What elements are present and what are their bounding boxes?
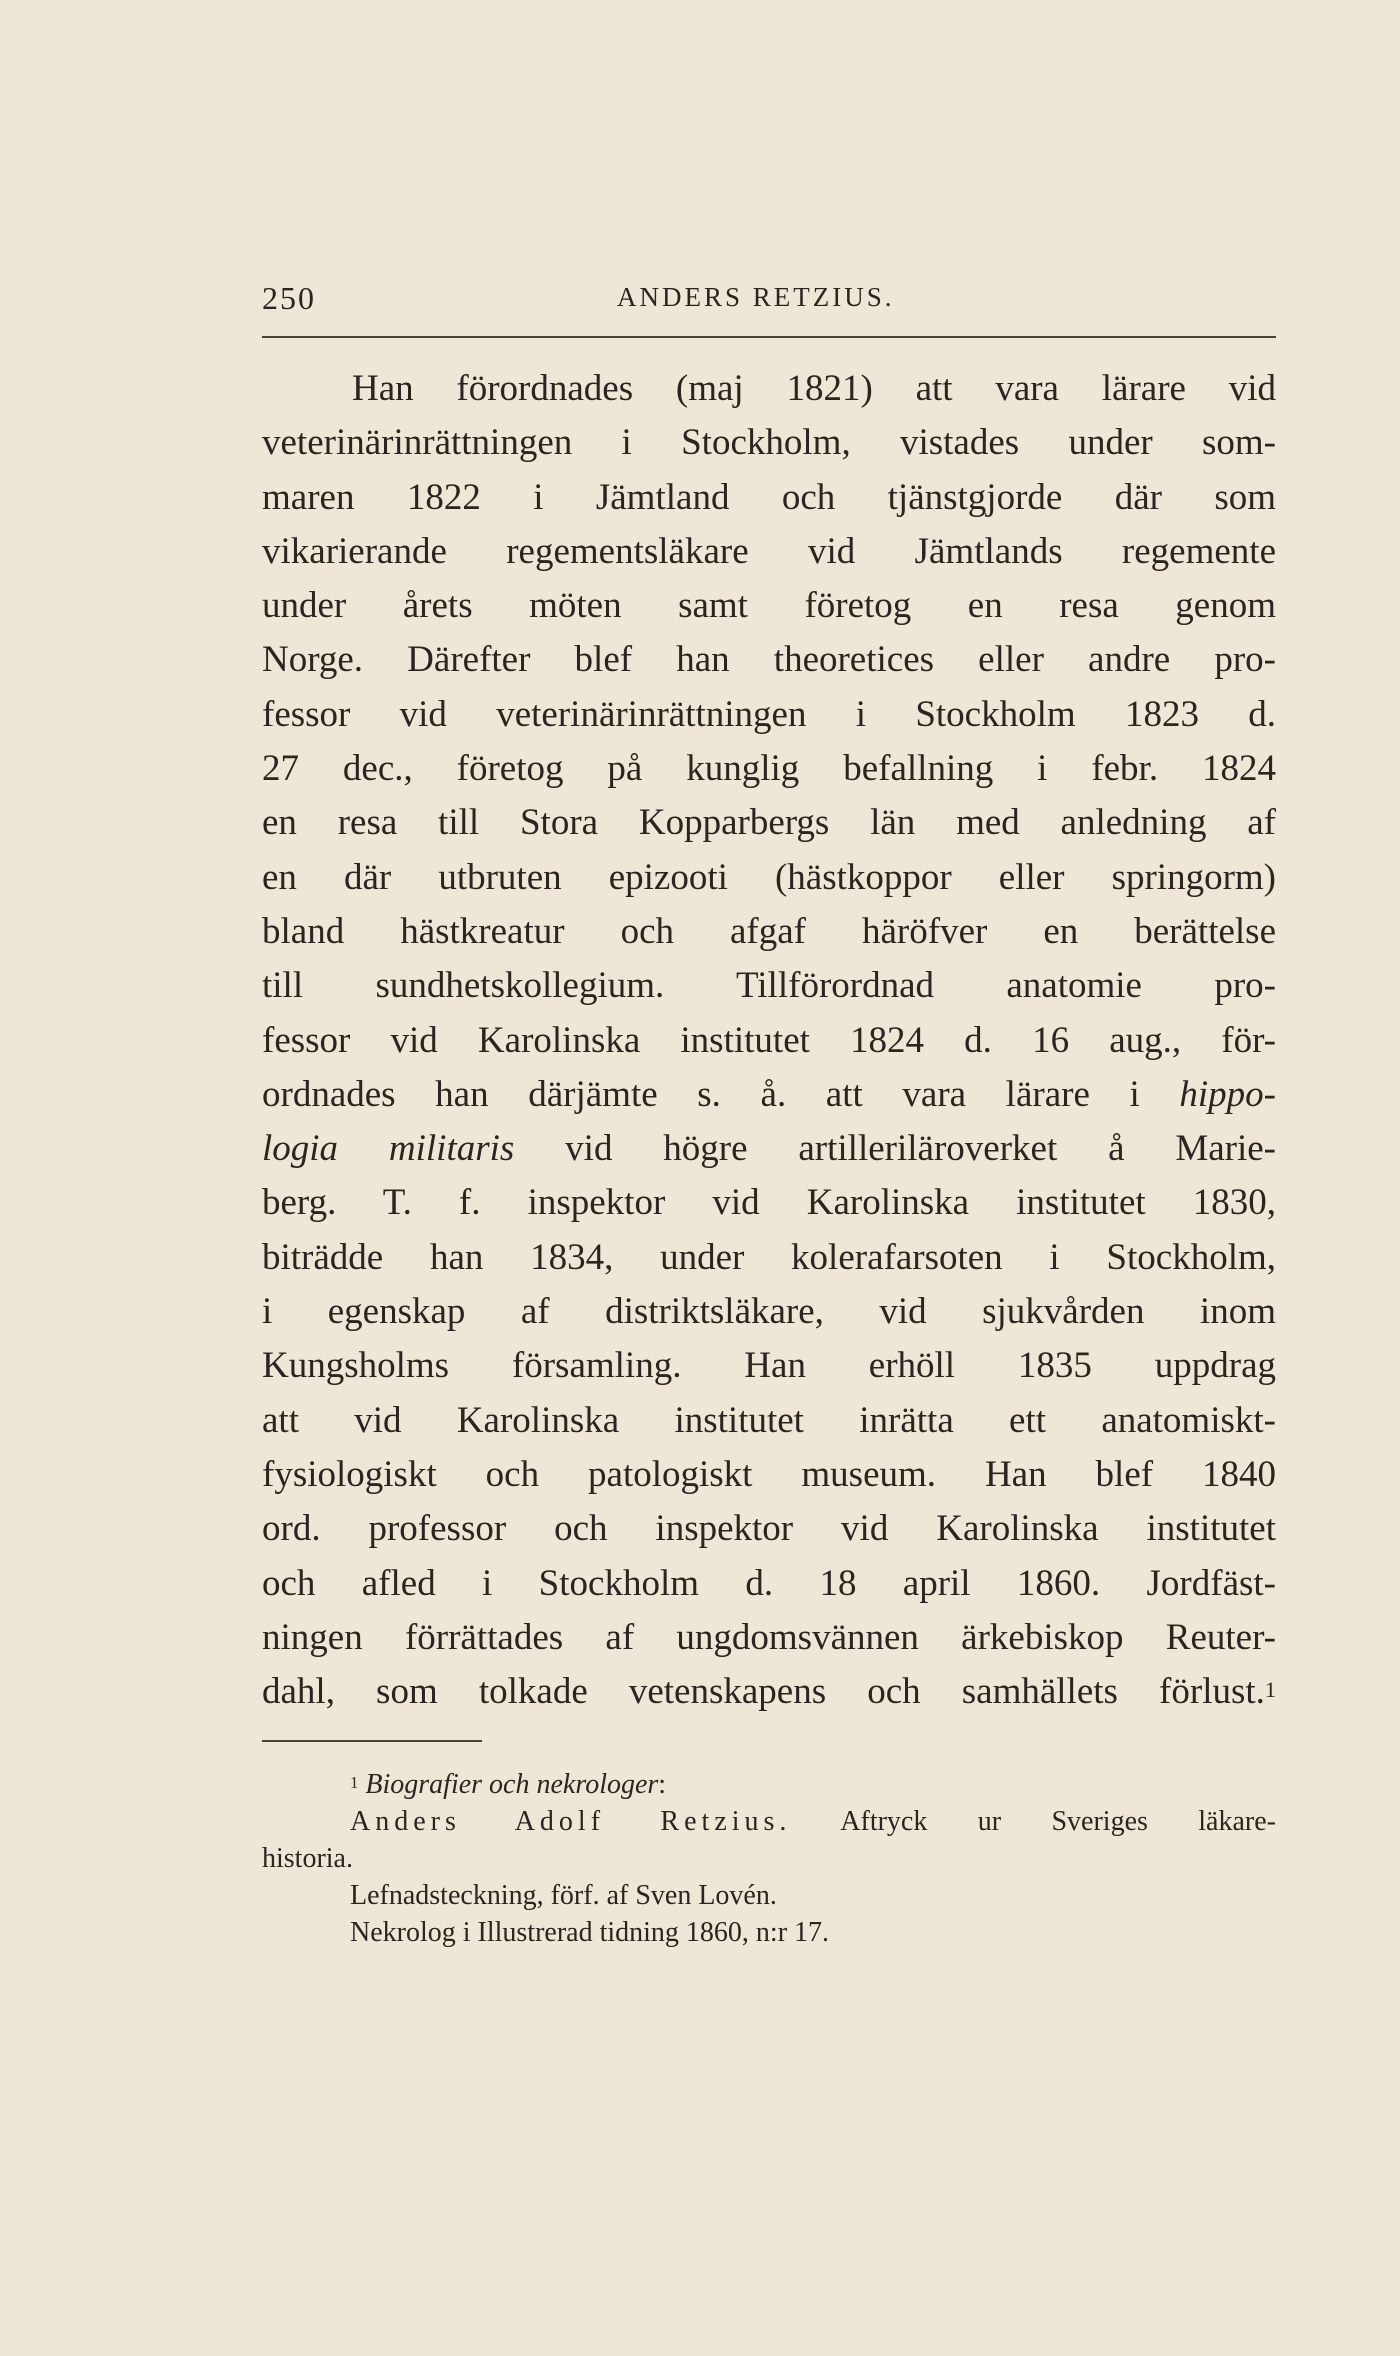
body-line: fessor vid Karolinska institutet 1824 d. 16 aug., för- xyxy=(262,1019,1276,1061)
body-line: fysiologiskt och patologiskt museum. Han blef 1840 xyxy=(262,1453,1276,1495)
body-line-with-italic xyxy=(262,1122,1276,1176)
italic-term: hippo- xyxy=(1179,1073,1276,1115)
body-line: 27 dec., företog på kunglig befallning i febr. 1824 xyxy=(262,748,1276,790)
footnotes xyxy=(262,1766,1276,1951)
body-line: till sundhetskollegium. Tillförordnad anatomie pro- xyxy=(262,965,1276,1007)
header-rule xyxy=(262,336,1276,338)
page-number: 250 xyxy=(262,280,316,316)
footnote-title-colon: : xyxy=(658,1769,667,1800)
body-line: berg. T. f. inspektor vid Karolinska institutet 1830, xyxy=(262,1182,1276,1224)
body-line: och afled i Stockholm d. 18 april 1860. Jordfäst- xyxy=(262,1562,1276,1604)
body-line-segment: ordnades han därjämte s. å. att vara lärare i xyxy=(262,1073,1180,1115)
body-line: fessor vid veterinärinrättningen i Stockholm 1823 d. xyxy=(262,693,1276,735)
body-line: under årets möten samt företog en resa genom xyxy=(262,585,1276,627)
body-line: Kungsholms församling. Han erhöll 1835 uppdrag xyxy=(262,1345,1276,1387)
body-line: en resa till Stora Kopparbergs län med anledning af xyxy=(262,802,1276,844)
body-line-segment: dahl, som tolkade vetenskapens och samhällets förlust. xyxy=(262,1671,1265,1713)
body-line-segment: vid högre artilleriläroverket å Marie- xyxy=(565,1128,1277,1170)
footnote-author: Anders Adolf Retzius. xyxy=(350,1806,792,1837)
footnote-entry-continuation: historia. xyxy=(262,1843,353,1874)
body-line: en där utbruten epizooti (hästkoppor eller springorm) xyxy=(262,856,1276,898)
footnote-title: Biografier och nekrologer xyxy=(365,1769,659,1800)
footnote-marker: 1 xyxy=(350,1773,359,1792)
page-header xyxy=(262,280,1276,320)
body-line: Norge. Därefter blef han theoretices eller andre pro- xyxy=(262,639,1276,681)
body-line: maren 1822 i Jämtland och tjänstgjorde där som xyxy=(262,476,1276,518)
footnote-entry xyxy=(262,1803,1276,1840)
body-line: biträdde han 1834, under kolerafarsoten i Stockholm, xyxy=(262,1236,1276,1278)
footnote-entry: Nekrolog i Illustrerad tidning 1860, n:r 17. xyxy=(350,1917,830,1948)
body-line: veterinärinrättningen i Stockholm, vistades under som- xyxy=(262,422,1276,464)
body-line: Han förordnades (maj 1821) att vara lärare vid xyxy=(352,368,1276,409)
body-line: ord. professor och inspektor vid Karolinska institutet xyxy=(262,1508,1276,1550)
body-line: i egenskap af distriktsläkare, vid sjukvården inom xyxy=(262,1291,1276,1333)
footnote-rule xyxy=(262,1740,482,1742)
italic-term: logia militaris xyxy=(262,1128,515,1170)
body-text xyxy=(262,362,1276,1719)
body-line: vikarierande regementsläkare vid Jämtlands regemente xyxy=(262,530,1276,572)
footnote-entry: Lefnadsteckning, förf. af Sven Lovén. xyxy=(350,1880,777,1911)
running-title: ANDERS RETZIUS. xyxy=(617,282,895,312)
footnote-reference: 1 xyxy=(1264,1677,1276,1703)
body-line: att vid Karolinska institutet inrätta ett anatomiskt- xyxy=(262,1399,1276,1441)
body-line: ningen förrättades af ungdomsvännen ärkebiskop Reuter- xyxy=(262,1616,1276,1658)
footnote-heading xyxy=(262,1766,1276,1803)
body-line-with-italic xyxy=(262,1068,1276,1122)
body-line-with-footnote-ref xyxy=(262,1665,1276,1719)
footnote-entry-text: Aftryck ur Sveriges läkare- xyxy=(840,1806,1276,1837)
body-line: bland hästkreatur och afgaf häröfver en berättelse xyxy=(262,910,1276,952)
